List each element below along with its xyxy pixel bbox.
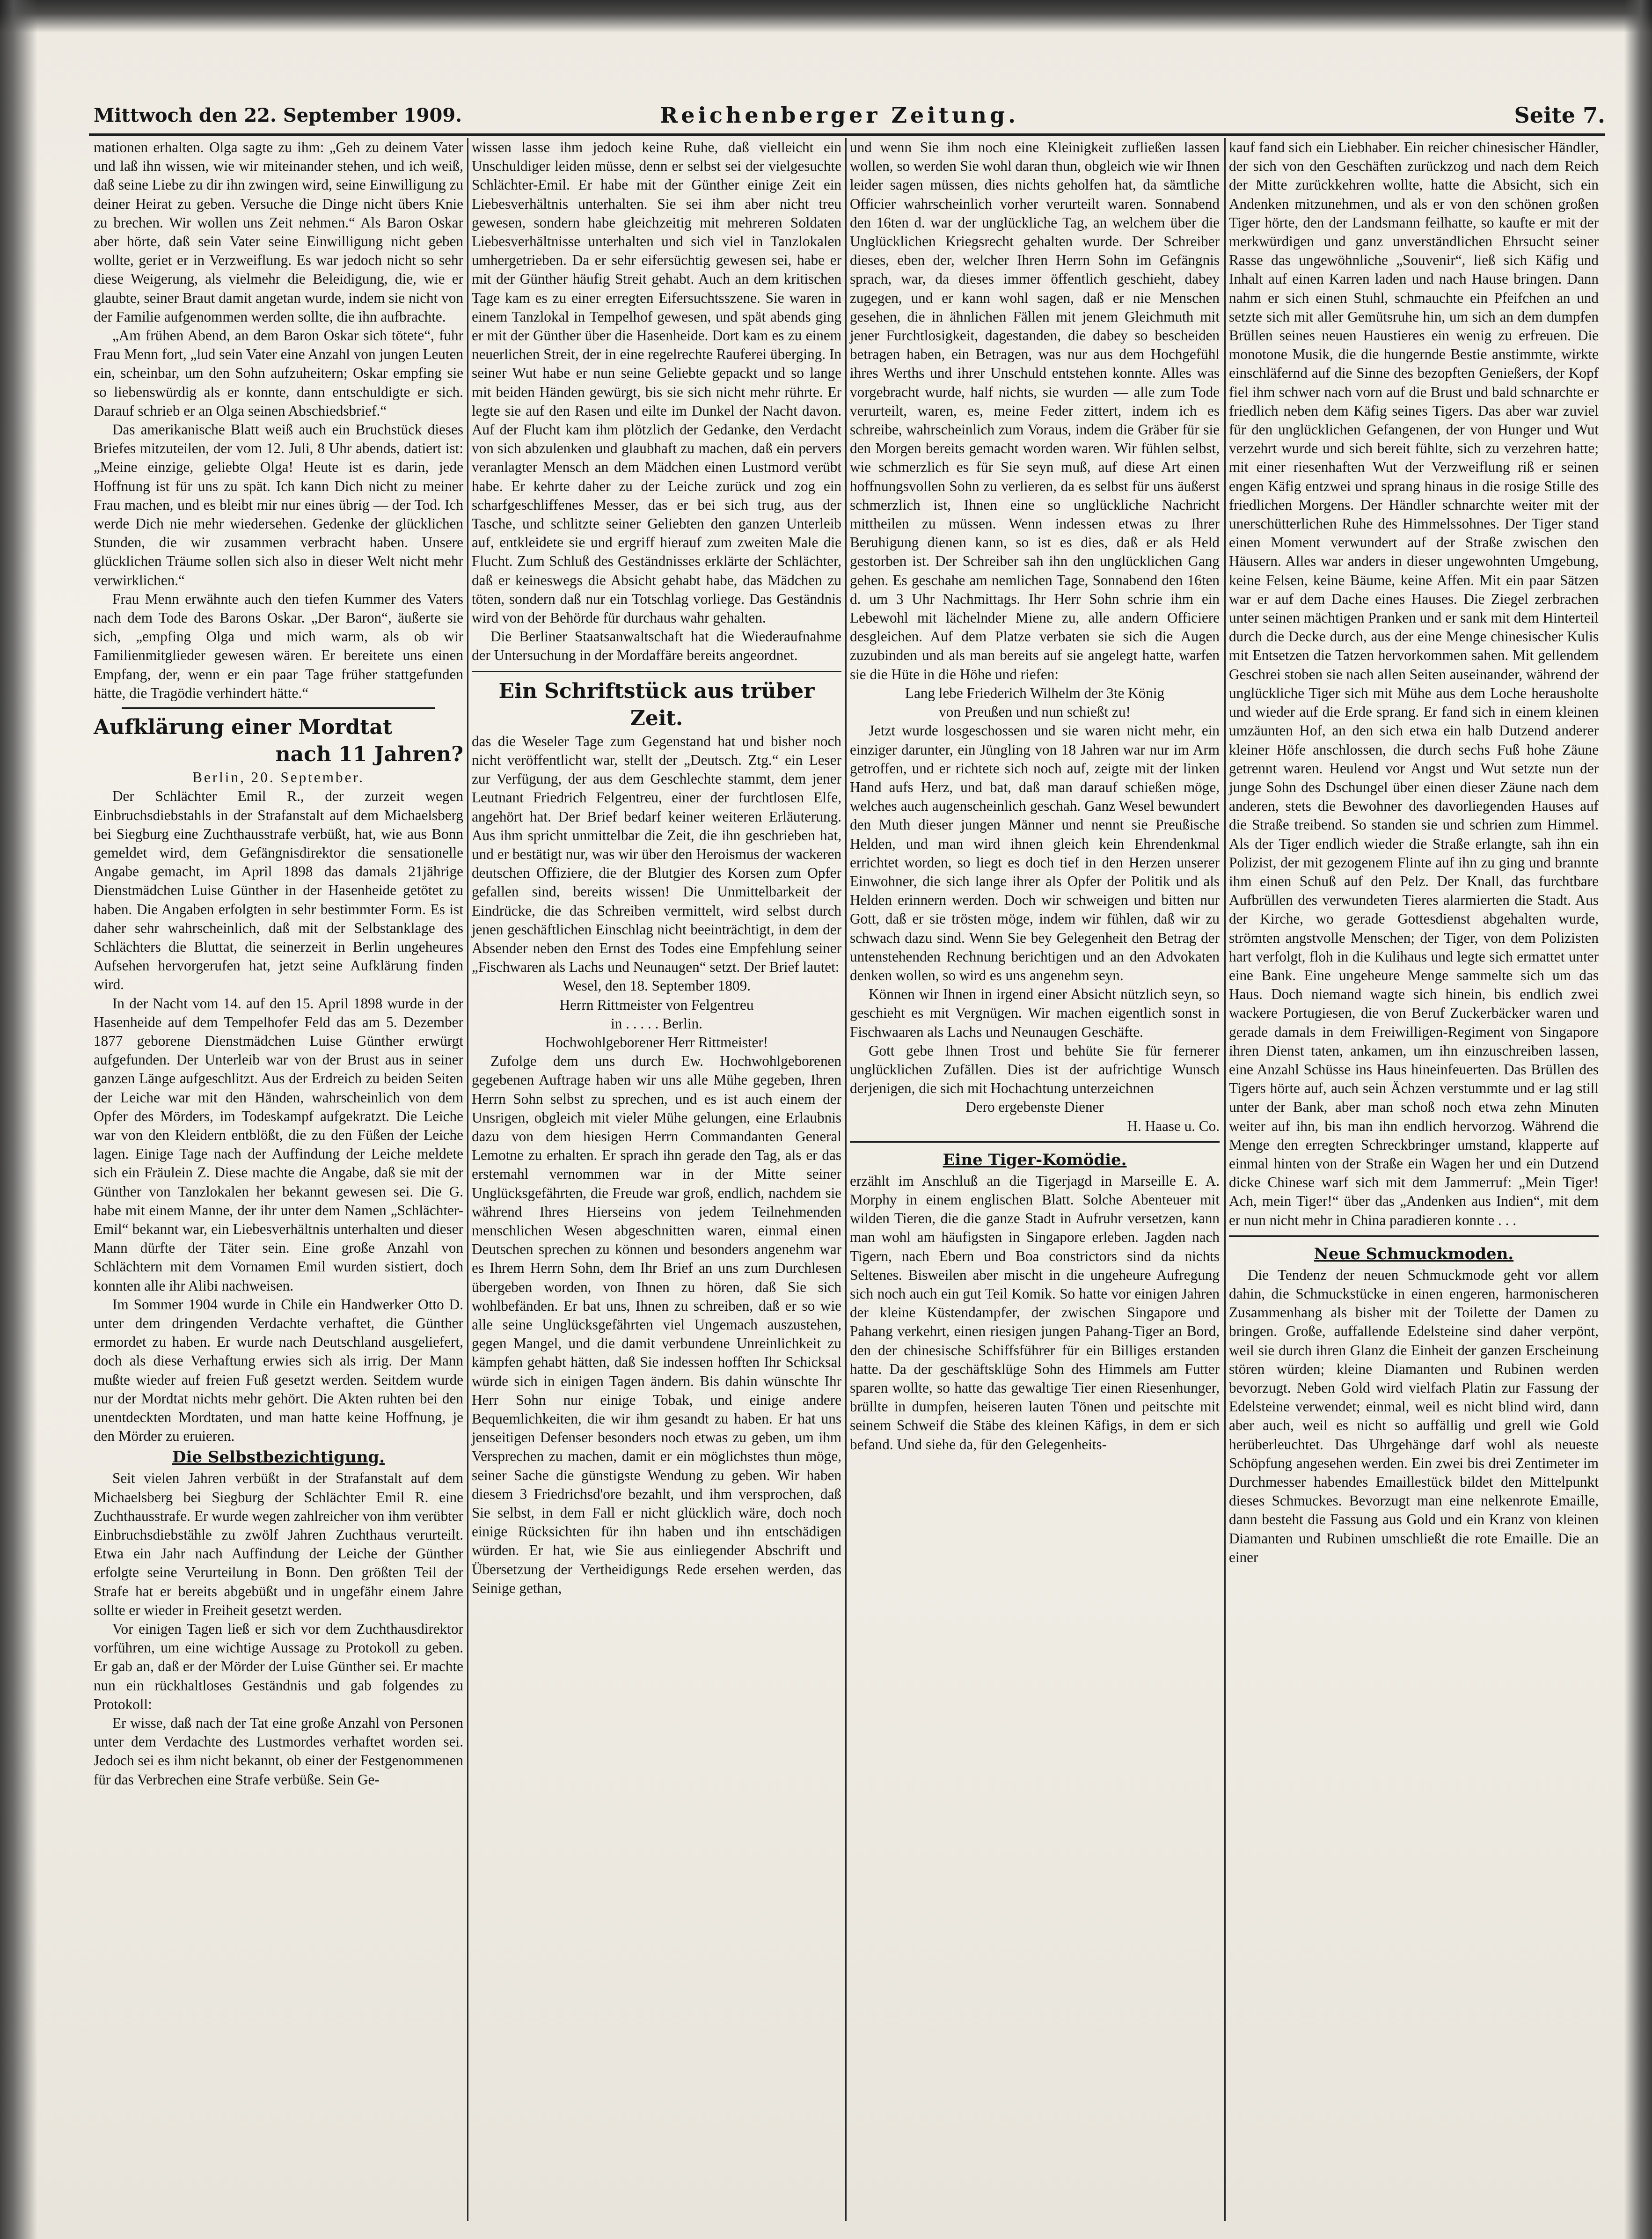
paragraph: erzählt im Anschluß an die Tigerjagd in Marseille E. A. Morphy in einem englischen Blatt. Solche Abenteuer mit wilden Tieren, die die ganze Stadt in Aufruhr versetzen, kann man wohl am häufigsten in Singapore erleben. Jagden nach Tigern, nach Ebern und Boa constrictors sind da nichts Seltenes. Bisweilen aber mischt in die ungeheure Aufregung sich noch auch ein gut Teil Komik. So hatte vor einigen Jahren der kleine Küstendampfer, der zwischen Singapore und Pahang verkehrt, einen riesigen jungen Pahang-Tiger an Bord, den der chinesische Schiffsführer für ein Billiges erstanden hatte. Da der geschäftsklüge Sohn des Himmels am Futter sparen wollte, so hatte das gewaltige Tier einen Riesenhunger, brüllte in dumpfen, heiseren lauten Tönen und peitschte mit seinem Schweif die Stäbe des kleinen Käfigs, in dem er sich befand. Und siehe da, für den Gelegenheits-	[850, 1172, 1220, 1453]
header-rule	[89, 133, 1605, 136]
column-1	[94, 138, 463, 1789]
paragraph: „Am frühen Abend, an dem Baron Oskar sich tötete“, fuhr Frau Menn fort, „lud sein Vater eine Anzahl von jungen Leuten ein, scheinbar, um den Sohn aufzuheitern; Oskar empfing sie so liebenswürdig als er konnte, dann entschuldigte er sich. Darauf schrieb er an Olga seinen Abschiedsbrief.“	[94, 327, 463, 419]
column-divider	[467, 138, 468, 2221]
page-header	[94, 101, 1605, 133]
paragraph: Das amerikanische Blatt weiß auch ein Bruchstück dieses Briefes mitzuteilen, der vom 12. Juli, 8 Uhr abends, datiert ist: „Meine einzige, geliebte Olga! Heute ist es darin, jede Hoffnung ist für uns zu spät. Ich kann Dich nicht zu meiner Frau machen, und es bleibt mir nur eines übrig — der Tod. Ich werde Dich nie mehr wiedersehen. Gedenke der glücklichen Stunden, die wir zusammen verbracht haben. Unsere glücklichen Träume sollen sich also in dieser Welt nicht mehr verwirklichen.“	[94, 421, 463, 588]
paragraph: kauf fand sich ein Liebhaber. Ein reicher chinesischer Händler, der sich von den Geschäften zurückzog und nach dem Reich der Mitte zurückkehren wollte, hatte die Absicht, sich ein Andenken mitzunehmen, und als er von den schönen großen Tiger hörte, den der Landsmann feilhatte, so kaufte er mit der merkwürdigen und ganz unverständlichen Ehrsucht seiner Rasse das ungewöhnliche „Souvenir“, ließ sich Käfig und Inhalt auf einen Karren laden und nach Hause bringen. Dann nahm er sich einen Stuhl, schmauchte ein Pfeifchen an und setzte sich mit aller Gemütsruhe hin, um sich an dem dumpfen Brüllen seines neuen Haustieres ein wenig zu erfreuen. Die monotone Musik, die die hungernde Bestie anstimmte, wirkte einschläfernd auf die Sinne des bezopften Genießers, der Kopf fiel ihm schwer nach vorn auf die Brust und bald schnarchte er friedlich neben dem Käfig seines Tigers. Das aber war zuviel für den unglücklichen Gefangenen, der von Hunger und Wut verzehrt wurde und sich bereit fühlte, sich zu verzehren hatte; mit einer riesenhaften Wut der Verzweiflung riß er seinen engen Käfig entzwei und sprang hinaus in die rosige Stille des friedlichen Morgens. Der Händler schnarchte weiter mit der unerschütterlichen Ruhe des Himmelssohnes. Der Tiger stand einen Moment verwundert auf der Straße zwischen den Häusern. Alles war anders in dieser ungewohnten Umgebung, keine Felsen, keine Bäume, keine Affen. Mit ein paar Sätzen war er auf dem Dache eines Hauses. Die Ziegel zerbrachen unter seinen mächtigen Pranken und er sank mit dem Hinterteil durch die Decke durch, aus der eine Menge chinesischer Kulis mit Entsetzen die Tatzen hervorkommen sahen. Mit gellendem Geschrei stoben sie nach allen Seiten auseinander, während der unglückliche Tiger sich mit Mühe aus dem Loche herausholte und wieder auf die Erde sprang. Er fand sich in einem kleinen umzäunten Hof, an den sich etwa ein halb Dutzend anderer kleiner Höfe anschlossen, die durch sechs Fuß hohe Zäune getrennt waren. Heulend vor Angst und Wut setzte nun der junge Sohn des Dschungel über einen dieser Zäune nach dem anderen, stets die Bewohner des davorliegenden Hauses auf die Straße treibend. So standen sie und schrien zum Himmel. Als der Tiger endlich wieder die Straße erlangte, sah ihn ein Polizist, der mit gezogenem Flinte auf ihn zu ging und brannte ihm einen Schuß auf den Pelz. Der Knall, das furchtbare Aufbrüllen des verwundeten Tieres alarmierten die Stadt. Aus der Kirche, wo gerade Gottesdienst abgehalten wurde, strömten angstvolle Menschen; der Tiger, von dem Polizisten hart verfolgt, floh in die Kulihaus und legte sich ermattet unter eine Bank. Eine ungeheure Menge sammelte sich um das Haus. Doch niemand wagte sich hinein, bis endlich zwei wackere Portugiesen, die von Beruf Zuckerbäcker waren und gerade damals in dem Freiwilligen-Regiment von Singapore ihren Dienst taten, ankamen, um ihn einzuschreiben lassen, eine Anzahl Schüsse ins Haus hineinfeuerten. Das Brüllen des Tigers hörte auf, auch sein Ächzen verstummte und er lag still unter der Bank, aber man schoß noch etwa zehn Minuten weiter auf ihn, bis man ihn endlich hervorzog. Während die Menge den erregten Schreckbringer umstand, klapperte auf einmal hinten von der Straße ein Wagen her und ein Dutzend dicke Chinese warf sich mit dem Jammerruf: „Mein Tiger! Ach, mein Tiger!“ über das „Andenken aus Indien“, mit dem er nun nicht mehr in China paradieren konnte . . .	[1229, 139, 1599, 1228]
paragraph: Jetzt wurde losgeschossen und sie waren nicht mehr, ein einziger darunter, ein Jüngling von 18 Jahren war nur im Arm getroffen, und er richtete sich noch auf, zeigte mit der linken Hand aufs Herz, und bat, daß man darauf schießen möge, welches auch augenscheinlich geschah. Ganz Wesel bewundert den Muth dieser jungen Männer und nennt sie Preußische Helden, und man wird ihnen gleich kein Ehrendenkmal errichtet worden, so liegt es doch tief in den Herzen unserer Einwohner, die sich lange ihrer als Opfer der Politik und als Helden erinnern werden. Doch wir schweigen und bitten nur Gott, daß er sie trösten möge, indem wir fühlen, daß wir zu schwach dazu sind. Wenn Sie bey Gelegenheit den Betrag der untenstehenden Rechnung berichtigen und an den Advokaten denken wollen, so wird es uns angenehm seyn.	[850, 722, 1220, 984]
column-divider	[845, 138, 847, 2221]
column-3	[850, 138, 1220, 1454]
paragraph: Der Schlächter Emil R., der zurzeit wegen Einbruchsdiebstahls in der Strafanstalt auf dem Michaelsberg bei Siegburg eine Zuchthausstrafe verbüßt, hat, wie aus Bonn gemeldet wird, dem Gefängnisdirektor die sensationelle Angabe gemacht, im April 1898 das damals 21jährige Dienstmädchen Luise Günther in der Hasenheide getötet zu haben. Die Angaben erfolgten in sehr bestimmter Form. Es ist daher sehr wahrscheinlich, daß mit der Selbstanklage des Schlächters die Bluttat, die seinerzeit in Berlin ungeheures Aufsehen hervorgerufen hat, jetzt seine Aufklärung finden wird.	[94, 788, 463, 993]
letter-address: Herrn Rittmeister von Felgentreu	[559, 996, 754, 1013]
column-4	[1229, 138, 1599, 1567]
paragraph: Frau Menn erwähnte auch den tiefen Kummer des Vaters nach dem Tode des Barons Oskar. „Der Baron“, äußerte sie sich, „empfing Olga und mich warm, als ob wir Familienmitglieder gewesen wären. Er bereitete uns einen Empfang, der, wenn er ein paar Tage früher stattgefunden hätte, die Tragödie verhindert hätte.“	[94, 590, 463, 701]
article-headline: Aufklärung einer Mordtat	[94, 715, 393, 740]
paragraph: das die Weseler Tage zum Gegenstand hat und bisher noch nicht veröffentlicht war, stellt der „Deutsch. Ztg.“ ein Leser zur Verfügung, der aus dem Geschlechte stammt, dem jener Leutnant Friedrich Felgentreu, einer der furchtlosen Elfe, angehört hat. Der Brief bedarf keiner weiteren Erläuterung. Aus ihm spricht unmittelbar die Zeit, die ihn geschrieben hat, und er bestätigt nur, was wir über den Heroismus der wackeren deutschen Offiziere, die der Blutgier des Korsen zum Opfer gefallen sind, bereits wissen! Die Unmittelbarkeit der Eindrücke, die das Schreiben vermittelt, wird selbst durch jenen geschäftlichen Einschlag nicht beeinträchtigt, in dem der Absender neben den Ernst des Todes eine Empfehlung seiner „Fischwaren als Lachs und Neunaugen“ setzt. Der Brief lautet:	[472, 733, 841, 976]
letter-salutation: Hochwohlgeborener Herr Rittmeister!	[545, 1034, 768, 1050]
article-headline: Ein Schriftstück aus trüber Zeit.	[498, 679, 815, 730]
letter-place-date: Wesel, den 18. September 1809.	[563, 977, 751, 994]
subheading: Die Selbstbezichtigung.	[172, 1448, 385, 1467]
article-separator	[1229, 1235, 1599, 1237]
column-divider	[1224, 138, 1226, 2221]
paragraph: Zufolge dem uns durch Ew. Hochwohlgeborenen gegebenen Auftrage haben wir uns alle Mühe gegeben, Ihren Herrn Sohn selbst zu sprechen, und es ist auch einem der Unsrigen, obgleich mit vieler Mühe gelungen, eine Erlaubnis dazu von dem hiesigen Herrn Commandanten General Lemotne zu erhalten. Er sprach ihn gerade den Tag, als er das erstemahl vernommen war in der Mitte seiner Unglücksgefährten, die Freude war groß, endlich, nachdem sie während Ihres Hierseins von jedem Teilnehmenden menschlichen Wesen abgeschnitten waren, einmal einen Deutschen sprechen zu können und besonders angenehm war es Ihrem Herrn Sohn, dem Ihr Brief an uns zum Durchlesen übergeben worden, von Ihnen zu hören, daß Sie sich wohlbefänden. Er bat uns, Ihnen zu schreiben, daß er so wie alle seine Unglücksgefährten viel Ungemach auszustehen, gegen Mangel, und die damit verbundene Unreinlichkeit zu kämpfen gehabt hätten, daß Sie indessen hofften Ihr Schicksal würde sich in einigen Tagen ändern. Bis dahin wünschte Ihr Herr Sohn nur einige Tobak, und einige andere Bequemlichkeiten, die wir ihm gesandt zu haben. Er hat uns jenseitigen Defenser besonders noch etwas zu geben, um ihm Versprechen zu machen, damit er ein möglichstes thun möge, seiner Sache die günstigste Wendung zu geben. Wir haben diesem 3 Friedrichsd'ore bezahlt, und ihm versprochen, daß Sie selbst, in dem Fall er nicht glücklich wäre, doch noch einige Rücksichten für ihn haben und ihn entschädigen würden. Er hat, wie Sie aus einliegender Abschrift und Übersetzung der Vertheidigungs Rede ersehen werden, das Seinige gethan,	[472, 1053, 841, 1596]
article-headline: Neue Schmuckmoden.	[1314, 1244, 1514, 1263]
paragraph: Die Tendenz der neuen Schmuckmode geht vor allem dahin, die Schmuckstücke in einen engeren, harmonischeren Zusammenhang als bisher mit der Toilette der Damen zu bringen. Große, auffallende Edelsteine sind daher verpönt, weil sie durch ihren Glanz die Einheit der ganzen Erscheinung stören würden; kleine Diamanten und Rubinen werden bevorzugt. Neben Gold wird vielfach Platin zur Fassung der Edelsteine verwendet; einmal, weil es nicht blind wird, dann aber auch, weil es nicht so auffällig und grell wie Gold herüberleuchtet. Das Uhrgehänge darf wohl als neueste Schöpfung angesehen werden. Ein zwei bis drei Zentimeter im Durchmesser habendes Emaillestück bildet den Mittelpunkt dieses Schmuckes. Bevorzugt man eine nelkenrote Emaille, dann besteht die Fassung aus Gold und ein Kranz von kleinen Diamanten und Rubinen umschließt die rote Emaille. Die an einer	[1229, 1266, 1599, 1565]
quoted-cry: Lang lebe Friederich Wilhelm der 3te König	[905, 684, 1165, 701]
article-headline-line2: nach 11 Jahren?	[275, 742, 463, 767]
paragraph: Können wir Ihnen in irgend einer Absicht nützlich seyn, so geschieht es mit Vergnügen. Wir machen eigentlich sonst in Fischwaaren als Lachs und Neunaugen Geschäfte.	[850, 986, 1220, 1040]
column-2	[472, 138, 841, 1598]
paragraph: In der Nacht vom 14. auf den 15. April 1898 wurde in der Hasenheide auf dem Tempelhofer Feld das am 5. Dezember 1877 geborene Dienstmädchen Luise Günther erwürgt aufgefunden. Der Unterleib war von der Brust aus in seiner ganzen Länge aufgeschlitzt. Aus der Erdreich zu beiden Seiten der Leiche war mit den Händen, wahrscheinlich von dem Opfer des Mörders, im Todeskampf aufgekratzt. Die Leiche war von den Kleidern entblößt, die zu den Füßen der Leiche lagen. Einige Tage nach der Auffindung der Leiche meldete sich ein Fräulein Z. Diese machte die Angabe, daß sie mit der Günther von Tanzlokalen her bekannt gewesen sei. Die G. habe mit einem Manne, der ihr unter dem Namen „Schlächter-Emil“ bekannt war, ein Liebesverhältnis unterhalten und dieser Mann dürfte der Täter sein. Eine große Anzahl von Schlächtern mit dem Vornamen Emil wurden sistiert, doch konnten alle ihr Alibi nachweisen.	[94, 995, 463, 1294]
paragraph: wissen lasse ihm jedoch keine Ruhe, daß vielleicht ein Unschuldiger leiden müsse, denn er selbst sei der vielgesuchte Schlächter-Emil. Er habe mit der Günther einige Zeit ein Liebesverhältnis unterhalten. Sie sei ihm aber nicht treu gewesen, sondern habe gleichzeitig mit mehreren Soldaten Liebesverhältnisse unterhalten und sich viel in Tanzlokalen umhergetrieben. Da er sehr eifersüchtig gewesen sei, habe er mit der Günther häufig Streit gehabt. Auch an dem kritischen Tage kam es zu einer erregten Eifersuchtsszene. Sie waren in einem Tanzlokal in Tempelhof gewesen, und spät abends ging er mit der Günther über die Hasenheide. Dort kam es zu einem neuerlichen Streit, der in eine regelrechte Rauferei überging. In seiner Wut habe er nun seine Geliebte gepackt und so lange mit beiden Händen gewürgt, bis sie sich nicht mehr rührte. Er legte sie auf den Rasen und eilte im Dunkel der Nacht davon. Auf der Flucht kam ihm plötzlich der Gedanke, den Verdacht von sich abzulenken und glaubhaft zu machen, daß ein pervers veranlagter Mensch an dem Mädchen einen Lustmord verübt habe. Er kehrte daher zu der Leiche zurück und zog ein scharfgeschliffenes Messer, das er bei sich trug, aus der Tasche, und schlitzte seiner Geliebten den ganzen Unterleib auf, entkleidete sie und ergriff hierauf zum zweiten Male die Flucht. Zum Schluß des Geständnisses erklärte der Schlächter, daß er keineswegs die Absicht gehabt habe, das Mädchen zu töten, sondern daß nur ein Totschlag vorliege. Das Geständnis wird von der Behörde für durchaus wahr gehalten.	[472, 139, 841, 626]
paragraph: Gott gebe Ihnen Trost und behüte Sie für fernerer unglücklichen Zufällen. Dies ist der aufrichtige Wunsch derjenigen, die sich mit Hochachtung unterzeichnen	[850, 1042, 1220, 1097]
header-date: Mittwoch den 22. September 1909.	[94, 104, 462, 126]
scan-edge-right	[1624, 0, 1652, 2239]
paragraph: mationen erhalten. Olga sagte zu ihm: „Geh zu deinem Vater und laß ihn wissen, wie wir miteinander stehen, und ich weiß, daß seine Liebe zu dir ihn zwingen wird, seine Einwilligung zu deiner Heirat zu geben. Versuche die Dinge nicht übers Knie zu brechen. Wir wollen uns Zeit nehmen.“ Als Baron Oskar aber hörte, daß sein Vater seine Einwilligung nicht geben wollte, geriet er in Verzweiflung. Es war jedoch nicht so sehr diese Weigerung, als vielmehr die Beleidigung, die, wie er glaubte, seiner Braut damit angetan wurde, indem sie nicht von der Familie aufgenommen werden sollte, die ihn aufbrachte.	[94, 139, 463, 325]
scan-edge-top	[0, 0, 1652, 33]
page-number: Seite 7.	[1514, 103, 1605, 128]
dateline: Berlin, 20. September.	[192, 769, 365, 786]
paragraph: Im Sommer 1904 wurde in Chile ein Handwerker Otto D. unter dem dringenden Verdachte verhaftet, die Günther ermordet zu haben. Er wurde nach Deutschland ausgeliefert, doch als diese Verhaftung erwies sich als irrig. Der Mann mußte wieder auf freien Fuß gesetzt werden. Seitdem wurde nur der Mordtat nichts mehr gehört. Die Akten ruhten bei den unentdeckten Mordtaten, und man hatte keine Hoffnung, je den Mörder zu eruieren.	[94, 1296, 463, 1445]
article-separator	[122, 707, 435, 709]
paragraph: Er wisse, daß nach der Tat eine große Anzahl von Personen unter dem Verdachte des Lustmordes verhaftet worden sei. Jedoch sei es ihm nicht bekannt, ob einer der Festgenommenen für das Verbrechen eine Strafe verbüße. Sein Ge-	[94, 1715, 463, 1788]
article-separator	[850, 1141, 1220, 1143]
quoted-cry-line2: von Preußen und nun schießt zu!	[939, 704, 1131, 720]
article-separator	[472, 671, 841, 672]
letter-closing: Dero ergebenste Diener	[965, 1099, 1104, 1116]
paragraph: Die Berliner Staatsanwaltschaft hat die Wiederaufnahme der Untersuchung in der Mordaffäre bereits angeordnet.	[472, 628, 841, 664]
article-headline: Eine Tiger-Komödie.	[943, 1150, 1127, 1169]
letter-address-city: in . . . . . Berlin.	[611, 1015, 702, 1032]
paragraph: Seit vielen Jahren verbüßt in der Strafanstalt auf dem Michaelsberg bei Siegburg der Schlächter Emil R. eine Zuchthausstrafe. Er wurde wegen zahlreicher von ihm verübter Einbruchsdiebstähle zu zwölf Jahren Zuchthaus verurteilt. Etwa ein Jahr nach Auffindung der Leiche der Günther erfolgte seine Verurteilung in Bonn. Den größten Teil der Strafe hat er bereits abgebüßt und in ungefähr einem Jahre sollte er wieder in Freiheit gesetzt werden.	[94, 1470, 463, 1618]
paragraph: Vor einigen Tagen ließ er sich vor dem Zuchthausdirektor vorführen, um eine wichtige Aussage zu Protokoll zu geben. Er gab an, daß er der Mörder der Luise Günther sei. Er machte nun ein rückhaltloses Geständnis und gab folgendes zu Protokoll:	[94, 1621, 463, 1712]
paragraph: und wenn Sie ihm noch eine Kleinigkeit zufließen lassen wollen, so werden Sie wohl daran thun, obgleich wie wir Ihnen leider sagen müssen, dies nichts geholfen hat, da sämtliche Officier wahrscheinlich vorher verurteilt waren. Sonnabend den 16ten d. war der unglückliche Tag, an welchem über die Unglücklichen Kriegsrecht gehalten wurde. Der Schreiber dieses, eben der, welcher Ihren Herrn Sohn im Gefängnis sprach, war, da dieses immer öffentlich geschieht, dabey zugegen, und er kann wohl sagen, daß er nie Menschen gesehen, die in ähnlichen Fällen mit jenem Gleichmuth mit jener Furchtlosigkeit, dagestanden, die dabey so bescheiden betragen haben, ein Betragen, was nur aus dem Hochgefühl ihres Werths und ihrer Unschuld entstehen konnte. Alles was vorgebracht wurde, half nichts, sie wurden — alle zum Tode verurteilt, waren, es, meine Feder zittert, indem ich es schreibe, wahrscheinlich zum Voraus, indem die Gräber für sie den Morgen bereits gemacht worden waren. Wir fühlen selbst, wie schmerzlich es für Sie seyn muß, auf diese Art einen hoffnungsvollen Sohn zu verlieren, da es selbst für uns äußerst schmerzlich ist, Ihnen eine so unglückliche Nachricht mittheilen zu müssen. Wenn indessen etwas zu Ihrer Beruhigung dienen kann, so ist es dies, daß er als Held gestorben ist. Der Schreiber sah ihn den unglücklichen Gang gehen. Es geschahe am nemlichen Tage, Sonnabend den 16ten d. um 3 Uhr Nachmittags. Ihr Herr Sohn schrie ihm ein Lebewohl mit lächelnder Miene zu, alle andern Officiere desgleichen. Auf dem Platze verbaten sie sich die Augen zuzubinden und als man bereits auf sie angelegt hatte, warfen sie die Hüte in die Höhe und riefen:	[850, 139, 1220, 683]
letter-signature: H. Haase u. Co.	[1127, 1117, 1220, 1134]
newspaper-title: Reichenberger Zeitung.	[660, 103, 1019, 128]
scan-edge-left	[0, 0, 37, 2239]
